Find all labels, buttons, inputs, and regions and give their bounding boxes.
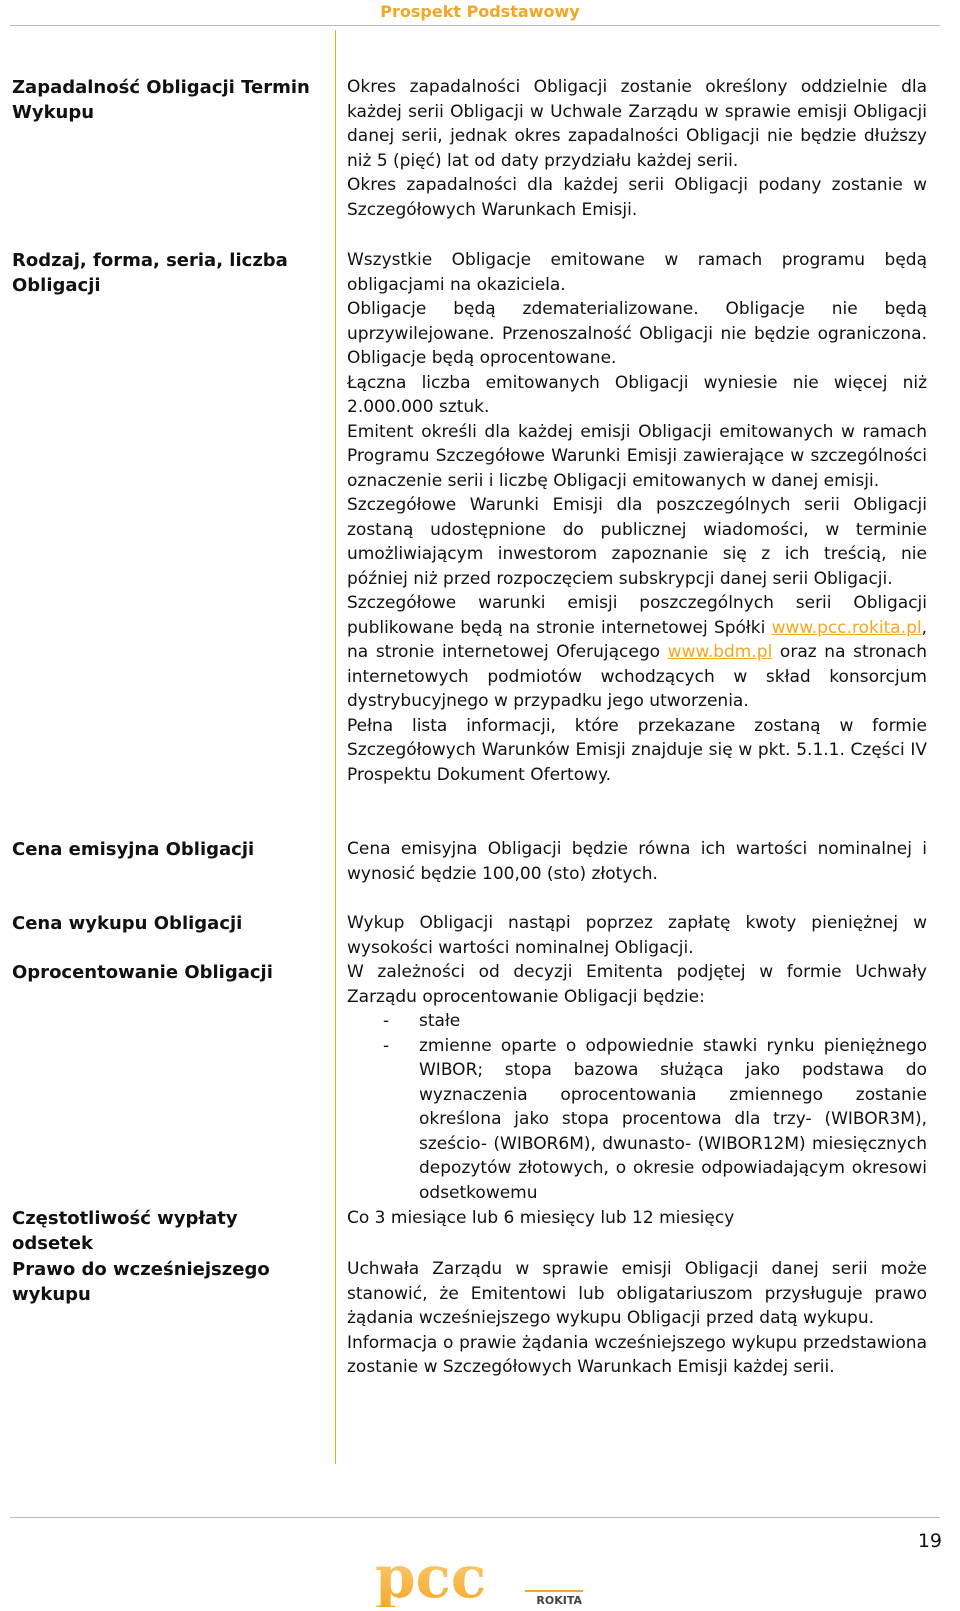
paragraph: Uchwała Zarządu w sprawie emisji Obligacji danej serii może stanowić, że Emitentowi lub obligatariuszom przysługuje prawo żądania wcześniejszego wykupu Obligacji przed datą wykupu. xyxy=(347,1259,927,1328)
paragraph: Emitent określi dla każdej emisji Obligacji emitowanych w ramach Programu Szczegółowe Warunki Emisji zawierające w szczególności oznaczenie serii i liczbę Obligacji emitowanych w danej emisji. xyxy=(347,421,927,491)
paragraph: Okres zapadalności Obligacji zostanie określony oddzielnie dla każdej serii Obligacji w Uchwale Zarządu w sprawie emisji Obligacji danej serii, jednak okres zapadalności Obligacji nie będzie dłuższy niż 5 (pięć) lat od daty przydziału każdej serii. xyxy=(347,77,927,171)
bdm-link[interactable]: www.bdm.pl xyxy=(667,642,773,662)
row-label-type: Rodzaj, forma, seria, liczba Obligacji xyxy=(12,250,288,296)
row-label-maturity: Zapadalność Obligacji Termin Wykupu xyxy=(12,77,310,123)
logo-underline xyxy=(525,1590,583,1592)
paragraph: Co 3 miesiące lub 6 miesięcy lub 12 miesięcy xyxy=(347,1208,735,1228)
paragraph: Szczegółowe Warunki Emisji dla poszczególnych serii Obligacji zostaną udostępnione do publicznej wiadomości, w terminie umożliwiającym inwestorom zapoznanie się z ich treścią, nie później niż przed rozpoczęciem subskrypcji danej serii Obligacji. xyxy=(347,495,927,589)
logo-subtext: ROKITA xyxy=(536,1594,582,1607)
company-logo xyxy=(375,1553,590,1607)
row-label-early-redemption: Prawo do wcześniejszego wykupu xyxy=(12,1259,270,1305)
row-body-maturity xyxy=(347,75,927,222)
list-item xyxy=(347,1034,927,1206)
row-label-issue-price: Cena emisyjna Obligacji xyxy=(12,839,255,860)
footer-divider xyxy=(10,1517,940,1518)
dash-bullet: - xyxy=(383,1035,390,1056)
text-segment: Szczegółowe warunki emisji poszczególnych serii Obligacji publikowane będą na stronie internetowej Spółki xyxy=(347,593,927,638)
paragraph: Okres zapadalności dla każdej serii Obligacji podany zostanie w Szczegółowych Warunkach Emisji. xyxy=(347,175,927,220)
paragraph: Informacja o prawie żądania wcześniejszego wykupu przedstawiona zostanie w Szczegółowych Warunkach Emisji każdej serii. xyxy=(347,1332,927,1377)
row-body-early-redemption xyxy=(347,1257,927,1380)
row-body-interest xyxy=(347,960,927,1205)
row-body-type xyxy=(347,248,927,787)
logo-lettering: pcc xyxy=(375,1553,487,1607)
row-body-payment-frequency xyxy=(347,1206,927,1231)
pcc-rokita-link[interactable]: www.pcc.rokita.pl xyxy=(771,617,922,638)
publication-paragraph xyxy=(347,591,927,714)
row-label-payment-frequency: Częstotliwość wypłaty odsetek xyxy=(12,1208,238,1254)
row-label-interest: Oprocentowanie Obligacji xyxy=(12,962,273,983)
row-label-redemption-price: Cena wykupu Obligacji xyxy=(12,913,243,934)
header-divider xyxy=(10,25,940,26)
list-item xyxy=(347,1009,927,1034)
column-divider xyxy=(335,30,336,1464)
text-segment: oraz na stronach internetowych podmiotów wchodzących w skład konsorcjum dystrybucyjnego w przypadku jego utworzenia. xyxy=(347,642,927,711)
text-segment: , na stronie internetowej Oferującego xyxy=(347,617,927,662)
list-item-text: stałe xyxy=(419,1011,461,1031)
row-body-issue-price xyxy=(347,837,927,886)
paragraph: Łączna liczba emitowanych Obligacji wyniesie nie więcej niż 2.000.000 sztuk. xyxy=(347,372,927,417)
list-item-text: zmienne oparte o odpowiednie stawki rynku pieniężnego WIBOR; stopa bazowa służąca jako podstawa do wyznaczenia oprocentowania zmiennego zostanie określona jako stopa procentowa dla trzy- (WIBOR3M), sześcio- (WIBOR6M), dwunasto- (WIBOR12M) miesięcznych depozytów złotowych, o okresie odpowiadającym okresowi odsetkowemu xyxy=(419,1035,927,1203)
paragraph: Obligacje będą zdematerializowane. Obligacje nie będą uprzywilejowane. Przenoszalność Obligacji nie będzie ograniczona. Obligacje będą oprocentowane. xyxy=(347,299,927,368)
paragraph: Cena emisyjna Obligacji będzie równa ich wartości nominalnej i wynosić będzie 100,00 (sto) złotych. xyxy=(347,839,927,884)
paragraph: Wykup Obligacji nastąpi poprzez zapłatę kwoty pieniężnej w wysokości wartości nominalnej Obligacji. xyxy=(347,913,927,958)
page-number: 19 xyxy=(917,1530,942,1552)
page-header-title: Prospekt Podstawowy xyxy=(380,2,580,21)
paragraph: Wszystkie Obligacje emitowane w ramach programu będą obligacjami na okaziciela. xyxy=(347,250,927,295)
dash-bullet: - xyxy=(383,1011,390,1031)
paragraph: W zależności od decyzji Emitenta podjętej w formie Uchwały Zarządu oprocentowanie Obligacji będzie: xyxy=(347,962,927,1007)
paragraph: Pełna lista informacji, które przekazane zostaną w formie Szczegółowych Warunków Emisji znajduje się w pkt. 5.1.1. Części IV Prospektu Dokument Ofertowy. xyxy=(347,715,927,785)
row-body-redemption-price xyxy=(347,911,927,960)
